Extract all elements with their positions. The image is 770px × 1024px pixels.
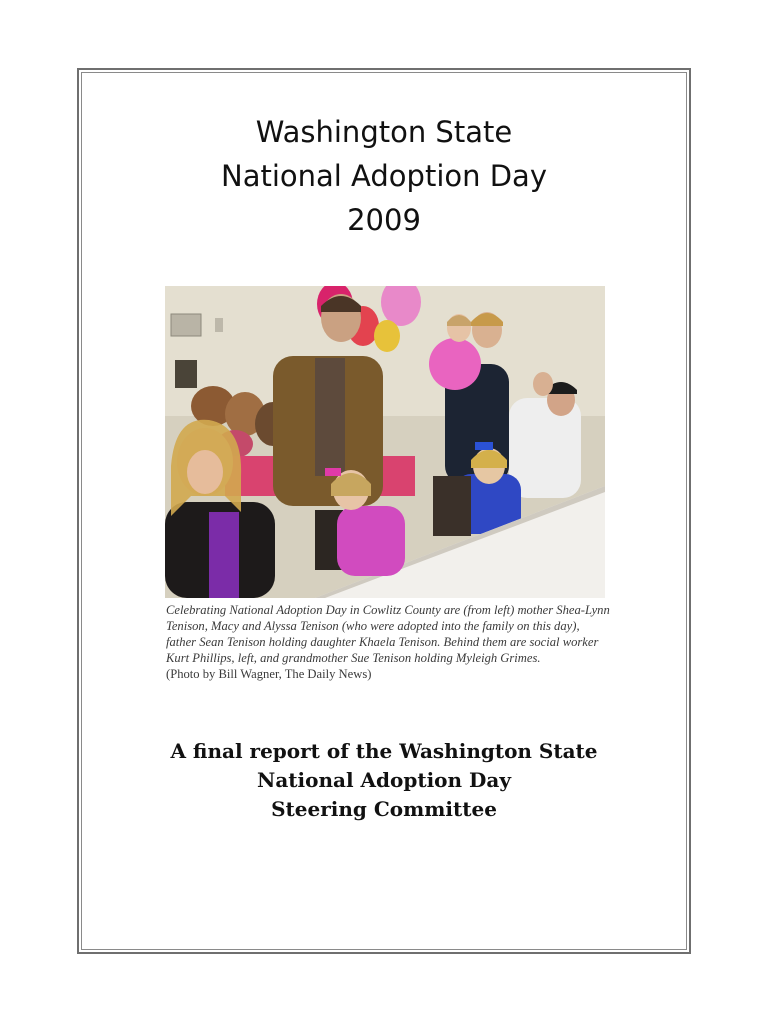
photo-caption — [166, 602, 610, 682]
report-subtitle — [81, 737, 687, 824]
subtitle-line-2: National Adoption Day — [257, 768, 511, 792]
title-line-2: National Adoption Day — [221, 159, 547, 193]
title-line-1: Washington State — [255, 115, 513, 149]
report-title — [81, 110, 687, 242]
subtitle-line-3: Steering Committee — [271, 797, 497, 821]
photo-credit: (Photo by Bill Wagner, The Daily News) — [166, 667, 372, 681]
subtitle-line-1: A final report of the Washington State — [170, 739, 598, 763]
caption-text: Celebrating National Adoption Day in Cowlitz County are (from left) mother Shea-Lynn Tenison, Macy and Alyssa Tenison (who were adopted into the family on this day), father Sean Tenison holding daughter Khaela Tenison. Behind them are social worker Kurt Phillips, left, and grandmother Sue Tenison holding Myleigh Grimes. — [166, 603, 610, 665]
title-line-3: 2009 — [347, 203, 421, 237]
family-photo — [165, 286, 605, 598]
